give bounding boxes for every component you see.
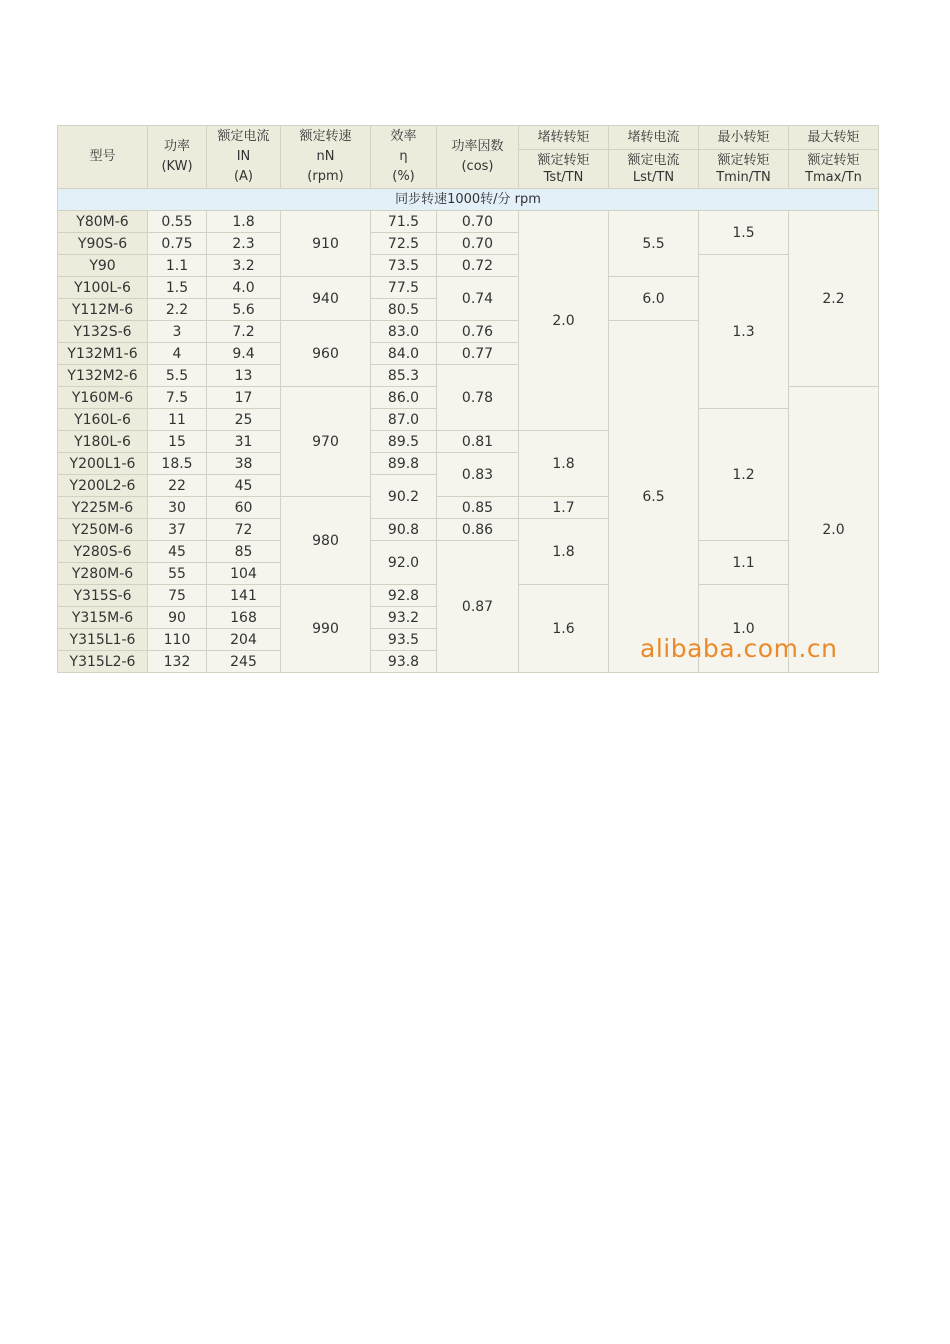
cell-model: Y160M-6 bbox=[58, 387, 148, 409]
cell-efficiency: 89.5 bbox=[371, 431, 437, 453]
cell-speed: 970 bbox=[281, 387, 371, 497]
header-lst-ratio bbox=[609, 150, 699, 189]
cell-model: Y200L2-6 bbox=[58, 475, 148, 497]
cell-power: 0.55 bbox=[148, 211, 207, 233]
cell-efficiency: 85.3 bbox=[371, 365, 437, 387]
cell-tmin: 1.1 bbox=[699, 541, 789, 585]
header-rated-speed-name: 额定转速 bbox=[299, 129, 352, 144]
cell-efficiency: 92.8 bbox=[371, 585, 437, 607]
cell-efficiency: 90.2 bbox=[371, 475, 437, 519]
cell-tst: 1.6 bbox=[519, 585, 609, 673]
cell-speed: 990 bbox=[281, 585, 371, 673]
header-power-name: 功率 bbox=[163, 139, 190, 154]
cell-power: 18.5 bbox=[148, 453, 207, 475]
header-rated-current-name: 额定电流 bbox=[217, 129, 270, 144]
cell-model: Y160L-6 bbox=[58, 409, 148, 431]
header-tst-ratio bbox=[519, 150, 609, 189]
cell-power: 1.1 bbox=[148, 255, 207, 277]
cell-current: 72 bbox=[207, 519, 281, 541]
cell-power-factor: 0.85 bbox=[437, 497, 519, 519]
header-rated-current-unit: (A) bbox=[233, 169, 254, 184]
header-tmin-denominator: 额定转矩 bbox=[717, 153, 770, 169]
header-efficiency-name: 效率 bbox=[390, 129, 417, 144]
cell-current: 31 bbox=[207, 431, 281, 453]
table-row bbox=[58, 255, 879, 277]
cell-current: 13 bbox=[207, 365, 281, 387]
cell-efficiency: 93.8 bbox=[371, 651, 437, 673]
cell-current: 38 bbox=[207, 453, 281, 475]
header-power-factor bbox=[437, 126, 519, 189]
cell-model: Y225M-6 bbox=[58, 497, 148, 519]
table-row bbox=[58, 541, 879, 563]
cell-efficiency: 92.0 bbox=[371, 541, 437, 585]
cell-current: 7.2 bbox=[207, 321, 281, 343]
header-power-factor-unit: (cos) bbox=[461, 159, 494, 174]
cell-speed: 910 bbox=[281, 211, 371, 277]
cell-power-factor: 0.76 bbox=[437, 321, 519, 343]
header-efficiency-unit: (%) bbox=[392, 169, 415, 184]
cell-current: 104 bbox=[207, 563, 281, 585]
cell-lst: 6.0 bbox=[609, 277, 699, 321]
cell-power-factor: 0.87 bbox=[437, 541, 519, 673]
cell-current: 1.8 bbox=[207, 211, 281, 233]
header-efficiency bbox=[371, 126, 437, 189]
cell-power-factor: 0.78 bbox=[437, 365, 519, 431]
cell-lst: 5.5 bbox=[609, 211, 699, 277]
cell-model: Y100L-6 bbox=[58, 277, 148, 299]
cell-power: 2.2 bbox=[148, 299, 207, 321]
cell-current: 85 bbox=[207, 541, 281, 563]
header-power bbox=[148, 126, 207, 189]
cell-power-factor: 0.70 bbox=[437, 211, 519, 233]
cell-efficiency: 83.0 bbox=[371, 321, 437, 343]
cell-current: 168 bbox=[207, 607, 281, 629]
cell-efficiency: 80.5 bbox=[371, 299, 437, 321]
cell-efficiency: 73.5 bbox=[371, 255, 437, 277]
cell-power: 1.5 bbox=[148, 277, 207, 299]
cell-tst: 2.0 bbox=[519, 211, 609, 431]
cell-efficiency: 89.8 bbox=[371, 453, 437, 475]
header-rated-speed bbox=[281, 126, 371, 189]
cell-power: 110 bbox=[148, 629, 207, 651]
cell-power: 22 bbox=[148, 475, 207, 497]
cell-current: 45 bbox=[207, 475, 281, 497]
cell-current: 141 bbox=[207, 585, 281, 607]
section-label: 同步转速1000转/分 rpm bbox=[58, 189, 879, 211]
cell-current: 9.4 bbox=[207, 343, 281, 365]
cell-power-factor: 0.86 bbox=[437, 519, 519, 541]
cell-current: 4.0 bbox=[207, 277, 281, 299]
cell-current: 17 bbox=[207, 387, 281, 409]
header-efficiency-symbol: η bbox=[399, 149, 408, 164]
cell-model: Y200L1-6 bbox=[58, 453, 148, 475]
cell-speed: 940 bbox=[281, 277, 371, 321]
cell-power: 90 bbox=[148, 607, 207, 629]
cell-power: 15 bbox=[148, 431, 207, 453]
cell-model: Y280M-6 bbox=[58, 563, 148, 585]
cell-power-factor: 0.70 bbox=[437, 233, 519, 255]
header-power-unit: (KW) bbox=[161, 159, 193, 174]
header-rated-current-symbol: IN bbox=[236, 149, 251, 164]
cell-model: Y280S-6 bbox=[58, 541, 148, 563]
cell-power: 11 bbox=[148, 409, 207, 431]
cell-lst: 6.5 bbox=[609, 321, 699, 673]
cell-speed: 980 bbox=[281, 497, 371, 585]
header-tst-title: 堵转转矩 bbox=[519, 126, 609, 150]
cell-power: 45 bbox=[148, 541, 207, 563]
header-tmin-ratio bbox=[699, 150, 789, 189]
header-rated-speed-symbol: nN bbox=[316, 149, 335, 164]
cell-efficiency: 71.5 bbox=[371, 211, 437, 233]
cell-efficiency: 87.0 bbox=[371, 409, 437, 431]
cell-tmin: 1.2 bbox=[699, 409, 789, 541]
cell-current: 3.2 bbox=[207, 255, 281, 277]
header-row-1 bbox=[58, 126, 879, 150]
cell-power: 75 bbox=[148, 585, 207, 607]
header-tmax-ratio bbox=[789, 150, 879, 189]
cell-power-factor: 0.83 bbox=[437, 453, 519, 497]
cell-efficiency: 93.2 bbox=[371, 607, 437, 629]
cell-model: Y315M-6 bbox=[58, 607, 148, 629]
header-tmax-title: 最大转矩 bbox=[789, 126, 879, 150]
cell-model: Y90S-6 bbox=[58, 233, 148, 255]
cell-power: 7.5 bbox=[148, 387, 207, 409]
cell-model: Y132S-6 bbox=[58, 321, 148, 343]
cell-model: Y315S-6 bbox=[58, 585, 148, 607]
cell-current: 5.6 bbox=[207, 299, 281, 321]
header-tmax-denominator: 额定转矩 bbox=[807, 153, 860, 169]
cell-model: Y315L1-6 bbox=[58, 629, 148, 651]
cell-efficiency: 90.8 bbox=[371, 519, 437, 541]
cell-power-factor: 0.72 bbox=[437, 255, 519, 277]
cell-efficiency: 86.0 bbox=[371, 387, 437, 409]
cell-model: Y132M2-6 bbox=[58, 365, 148, 387]
cell-efficiency: 77.5 bbox=[371, 277, 437, 299]
cell-model: Y180L-6 bbox=[58, 431, 148, 453]
cell-current: 25 bbox=[207, 409, 281, 431]
cell-model: Y250M-6 bbox=[58, 519, 148, 541]
cell-efficiency: 84.0 bbox=[371, 343, 437, 365]
cell-tst: 1.8 bbox=[519, 431, 609, 497]
cell-model: Y80M-6 bbox=[58, 211, 148, 233]
cell-current: 60 bbox=[207, 497, 281, 519]
cell-model: Y90 bbox=[58, 255, 148, 277]
header-tst-symbol: Tst/TN bbox=[543, 170, 584, 186]
cell-current: 204 bbox=[207, 629, 281, 651]
cell-power-factor: 0.74 bbox=[437, 277, 519, 321]
cell-model: Y112M-6 bbox=[58, 299, 148, 321]
cell-tmax: 2.0 bbox=[789, 387, 879, 673]
cell-power: 0.75 bbox=[148, 233, 207, 255]
motor-spec-table bbox=[57, 125, 879, 673]
cell-power: 4 bbox=[148, 343, 207, 365]
cell-power: 55 bbox=[148, 563, 207, 585]
header-tmin-symbol: Tmin/TN bbox=[716, 170, 771, 186]
cell-efficiency: 72.5 bbox=[371, 233, 437, 255]
cell-tmin: 1.3 bbox=[699, 255, 789, 409]
table-row bbox=[58, 211, 879, 233]
cell-current: 245 bbox=[207, 651, 281, 673]
cell-model: Y132M1-6 bbox=[58, 343, 148, 365]
header-tst-denominator: 额定转矩 bbox=[537, 153, 590, 169]
cell-model: Y315L2-6 bbox=[58, 651, 148, 673]
header-tmin-title: 最小转矩 bbox=[699, 126, 789, 150]
cell-speed: 960 bbox=[281, 321, 371, 387]
header-tmax-symbol: Tmax/Tn bbox=[805, 170, 862, 186]
cell-power: 37 bbox=[148, 519, 207, 541]
header-lst-denominator: 额定电流 bbox=[627, 153, 680, 169]
cell-power: 3 bbox=[148, 321, 207, 343]
cell-power: 30 bbox=[148, 497, 207, 519]
header-lst-symbol: Lst/TN bbox=[632, 170, 675, 186]
header-rated-speed-unit: (rpm) bbox=[307, 169, 344, 184]
header-rated-current bbox=[207, 126, 281, 189]
cell-power-factor: 0.77 bbox=[437, 343, 519, 365]
cell-power: 5.5 bbox=[148, 365, 207, 387]
cell-power-factor: 0.81 bbox=[437, 431, 519, 453]
header-lst-title: 堵转电流 bbox=[609, 126, 699, 150]
cell-power: 132 bbox=[148, 651, 207, 673]
cell-tmax: 2.2 bbox=[789, 211, 879, 387]
section-row bbox=[58, 189, 879, 211]
cell-current: 2.3 bbox=[207, 233, 281, 255]
cell-tst: 1.7 bbox=[519, 497, 609, 519]
cell-tst: 1.8 bbox=[519, 519, 609, 585]
cell-tmin: 1.0 bbox=[699, 585, 789, 673]
alibaba-watermark: alibaba.com.cn bbox=[640, 634, 838, 663]
cell-efficiency: 93.5 bbox=[371, 629, 437, 651]
header-model: 型号 bbox=[58, 126, 148, 189]
cell-tmin: 1.5 bbox=[699, 211, 789, 255]
header-power-factor-name: 功率因数 bbox=[451, 139, 504, 154]
